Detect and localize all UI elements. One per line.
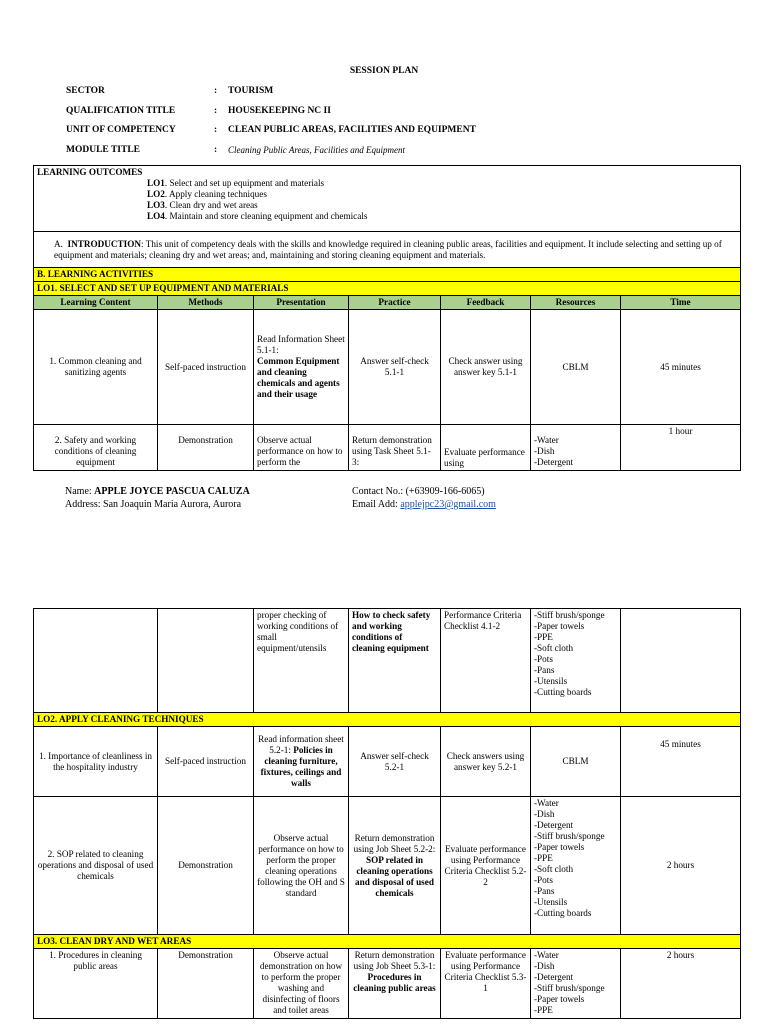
presentation-cell: Observe actual demonstration on how to perform the proper washing and disinfecting of floors and toilet areas [254, 949, 349, 1019]
session-plan-table-page2 [33, 608, 741, 1019]
time-cell: 45 minutes [621, 727, 741, 797]
table-row [34, 425, 741, 471]
time-cell: 1 hour [621, 425, 741, 471]
table-row [34, 949, 741, 1019]
time-cell: 45 minutes [621, 310, 741, 425]
session-plan-table-page1 [33, 165, 741, 471]
methods-cell: Demonstration [158, 949, 254, 1019]
header-label: UNIT OF COMPETENCY [66, 125, 176, 135]
footer-name: Name: APPLE JOYCE PASCUA CALUZA [65, 486, 250, 497]
outcome-item: LO4. Maintain and store cleaning equipment and chemicals [147, 211, 368, 221]
methods-cell: Demonstration [158, 425, 254, 471]
colon: : [214, 86, 218, 96]
introduction-cell [34, 232, 741, 268]
header-label: MODULE TITLE [66, 145, 140, 155]
col-header-resources: Resources [531, 296, 621, 310]
footer-email: Email Add: applejpc23@gmail.com [352, 499, 496, 510]
header-value: Cleaning Public Areas, Facilities and Equipment [228, 145, 405, 155]
resources-cell: -Water -Dish -Detergent -Stiff brush/sponge -Paper towels -PPE [531, 949, 621, 1019]
outcome-item: LO2. Apply cleaning techniques [147, 189, 267, 199]
practice-cell: Answer self-check 5.1-1 [349, 310, 441, 425]
col-header-time: Time [621, 296, 741, 310]
outcome-item: LO3. Clean dry and wet areas [147, 200, 258, 210]
feedback-cell: Evaluate performance using Performance Criteria Checklist 5.2-2 [441, 797, 531, 935]
lo3-heading: LO3. CLEAN DRY AND WET AREAS [34, 935, 741, 949]
learning-content-cell [34, 609, 158, 713]
colon: : [214, 145, 218, 155]
feedback-cell: Check answer using answer key 5.1-1 [441, 310, 531, 425]
document-title: SESSION PLAN [349, 66, 419, 76]
header-value: CLEAN PUBLIC AREAS, FACILITIES AND EQUIPMENT [228, 125, 476, 135]
resources-cell: CBLM [531, 727, 621, 797]
methods-cell: Self-paced instruction [158, 727, 254, 797]
header-value: TOURISM [228, 86, 274, 96]
practice-cell: How to check safety and working conditions of cleaning equipment [349, 609, 441, 713]
learning-outcomes-cell [34, 166, 741, 232]
feedback-cell: Evaluate performance using [441, 425, 531, 471]
intro-letter: A. [54, 238, 63, 249]
time-cell [621, 609, 741, 713]
col-header-practice: Practice [349, 296, 441, 310]
resources-cell: CBLM [531, 310, 621, 425]
learning-activities-heading: B. LEARNING ACTIVITIES [34, 268, 741, 282]
presentation-cell: Read information sheet 5.2-1: Policies in cleaning furniture, fixtures, ceilings and walls [254, 727, 349, 797]
table-row [34, 609, 741, 713]
resources-cell: -Water -Dish -Detergent [531, 425, 621, 471]
col-header-presentation: Presentation [254, 296, 349, 310]
footer-address: Address: San Joaquin Maria Aurora, Aurora [65, 499, 242, 510]
resources-cell: -Water -Dish -Detergent -Stiff brush/sponge -Paper towels -PPE -Soft cloth -Pots -Pans -Utensils -Cutting boards [531, 797, 621, 935]
practice-cell: Return demonstration using Job Sheet 5.2-2: SOP related in cleaning operations and disposal of used chemicals [349, 797, 441, 935]
lo2-heading: LO2. APPLY CLEANING TECHNIQUES [34, 713, 741, 727]
presentation-cell: Observe actual performance on how to perform the [254, 425, 349, 471]
feedback-cell: Performance Criteria Checklist 4.1-2 [441, 609, 531, 713]
presentation-cell: Read Information Sheet 5.1-1: Common Equipment and cleaning chemicals and agents and their usage [254, 310, 349, 425]
methods-cell: Demonstration [158, 797, 254, 935]
practice-cell: Return demonstration using Task Sheet 5.1-3: [349, 425, 441, 471]
learning-content-cell: 1. Common cleaning and sanitizing agents [34, 310, 158, 425]
presentation-cell: Observe actual performance on how to perform the proper cleaning operations following the OH and S standard [254, 797, 349, 935]
header-label: SECTOR [66, 86, 105, 96]
feedback-cell: Check answers using answer key 5.2-1 [441, 727, 531, 797]
learning-content-cell: 1. Procedures in cleaning public areas [34, 949, 158, 1019]
learning-content-cell: 1. Importance of cleanliness in the hospitality industry [34, 727, 158, 797]
col-header-learning-content: Learning Content [34, 296, 158, 310]
outcome-item: LO1. Select and set up equipment and materials [147, 178, 325, 188]
learning-outcomes-label: LEARNING OUTCOMES [37, 167, 143, 177]
table-row [34, 310, 741, 425]
colon: : [214, 125, 218, 135]
learning-content-cell: 2. Safety and working conditions of cleaning equipment [34, 425, 158, 471]
email-link[interactable]: applejpc23@gmail.com [400, 499, 496, 510]
header-label: QUALIFICATION TITLE [66, 106, 176, 116]
feedback-cell: Evaluate performance using Performance Criteria Checklist 5.3-1 [441, 949, 531, 1019]
intro-label: INTRODUCTION [67, 238, 142, 249]
learning-content-cell: 2. SOP related to cleaning operations and disposal of used chemicals [34, 797, 158, 935]
table-row [34, 797, 741, 935]
table-row [34, 727, 741, 797]
time-cell: 2 hours [621, 949, 741, 1019]
col-header-feedback: Feedback [441, 296, 531, 310]
footer-contact: Contact No.: (+63909-166-6065) [352, 486, 485, 497]
methods-cell [158, 609, 254, 713]
resources-cell: -Stiff brush/sponge -Paper towels -PPE -Soft cloth -Pots -Pans -Utensils -Cutting boards [531, 609, 621, 713]
presentation-cell: proper checking of working conditions of small equipment/utensils [254, 609, 349, 713]
colon: : [214, 106, 218, 116]
practice-cell: Return demonstration using Job Sheet 5.3-1: Procedures in cleaning public areas [349, 949, 441, 1019]
time-cell: 2 hours [621, 797, 741, 935]
intro-text: : This unit of competency deals with the skills and knowledge required in cleaning public areas, facilities and equipment. It include selecting and setting up of equipment and materials; cleaning dry and wet areas; and, maintaining and storing cleaning equipment and materials. [54, 238, 722, 260]
methods-cell: Self-paced instruction [158, 310, 254, 425]
col-header-methods: Methods [158, 296, 254, 310]
lo1-heading: LO1. SELECT AND SET UP EQUIPMENT AND MATERIALS [34, 282, 741, 296]
practice-cell: Answer self-check 5.2-1 [349, 727, 441, 797]
header-value: HOUSEKEEPING NC II [228, 106, 331, 116]
